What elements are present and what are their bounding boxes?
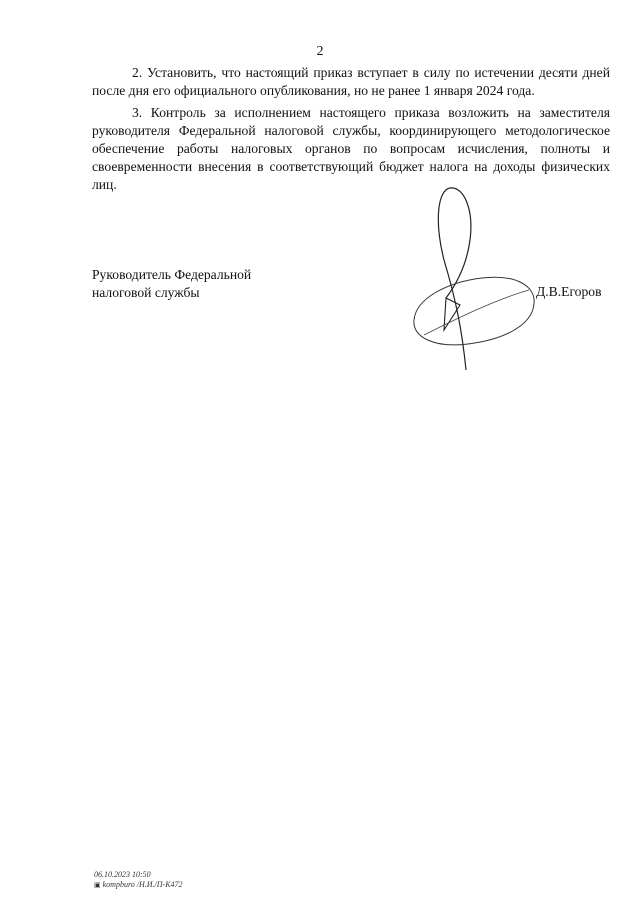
footer-file-ref: kompburo /Н.И./П-К472 — [102, 880, 183, 889]
position-line-2: налоговой службы — [92, 285, 200, 300]
paragraph-3: 3. Контроль за исполнением настоящего приказа возложить на заместителя руководителя Федеральной налоговой службы, координирующего методологическое обеспечение работы налоговых органов по вопросам исчисления, полноты и своевременности внесения в соответствующий бюджет налога на доходы физических лиц. — [92, 105, 610, 192]
document-body — [92, 64, 610, 198]
paragraph-2: 2. Установить, что настоящий приказ вступает в силу по истечении десяти дней после дня его официального опубликования, но не ранее 1 января 2024 года. — [92, 65, 610, 98]
signer-name: Д.В.Егоров — [536, 284, 602, 299]
signatory-position — [92, 266, 251, 302]
handwritten-signature — [404, 180, 544, 380]
file-icon: ▣ — [94, 881, 101, 889]
position-line-1: Руководитель Федеральной — [92, 267, 252, 282]
footer — [94, 870, 183, 890]
page-number: 2 — [316, 44, 324, 59]
footer-timestamp: 06.10.2023 10:50 — [94, 870, 151, 879]
